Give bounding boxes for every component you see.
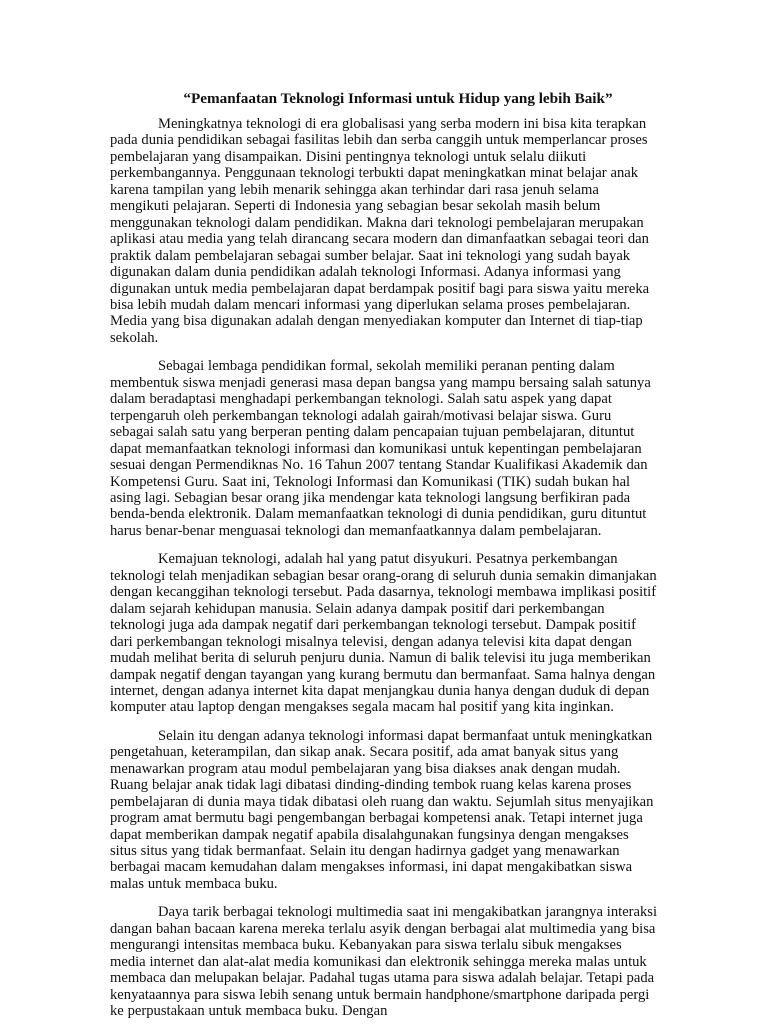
paragraph-5: Daya tarik berbagai teknologi multimedia saat ini mengakibatkan jarangnya interaksi dangan bahan bacaan karena mereka terlalu asyik dengan berbagai alat multimedia yang bisa mengurangi intensitas membaca buku. Kebanyakan para siswa terlalu sibuk mengakses media internet dan alat-alat media komunikasi dan elektronik sehingga mereka malas untuk membaca dan melupakan belajar. Padahal tugas utama para siswa adalah belajar. Tetapi pada kenyataannya para siswa lebih senang untuk bermain handphone/smartphone daripada pergi ke perpustakaan untuk membaca buku. Dengan <box>110 904 658 1020</box>
paragraph-4: Selain itu dengan adanya teknologi informasi dapat bermanfaat untuk meningkatkan pengetahuan, keterampilan, dan sikap anak. Secara positif, ada amat banyak situs yang menawarkan program atau modul pembelajaran yang bisa diakses anak dengan mudah. Ruang belajar anak tidak lagi dibatasi dinding-dinding tembok ruang kelas karena proses pembelajaran di dunia maya tidak dibatasi oleh ruang dan waktu. Sejumlah situs menyajikan program amat bermutu bagi pengembangan berbagai kompetensi anak. Tetapi internet juga dapat memberikan dampak negatif apabila disalahgunakan fungsinya dengan mengakses situs situs yang tidak bermanfaat. Selain itu dengan hadirnya gadget yang menawarkan berbagai macam kemudahan dalam mengakses informasi, ini dapat mengakibatkan siswa malas untuk membaca buku. <box>110 727 654 892</box>
paragraph-2: Sebagai lembaga pendidikan formal, sekolah memiliki peranan penting dalam membentuk siswa menjadi generasi masa depan bangsa yang mampu bersaing salah satunya dalam beradaptasi menghadapi perkembangan teknologi. Salah satu aspek yang dapat terpengaruh oleh perkembangan teknologi adalah gairah/motivasi belajar siswa. Guru sebagai salah satu yang berperan penting dalam pencapaian tujuan pembelajaran, dituntut dapat memanfaatkan teknologi informasi dan komunikasi untuk kepentingan pembelajaran sesuai dengan Permendiknas No. 16 Tahun 2007 tentang Standar Kualifikasi Akademik dan Kompetensi Guru. Saat ini, Teknologi Informasi dan Komunikasi (TIK) sudah bukan hal asing lagi. Sebagian besar orang jika mendengar kata teknologi langsung berfikiran pada benda-benda elektronik. Dalam memanfaatkan teknologi di dunia pendidikan, guru dituntut harus benar-benar menguasai teknologi dan memanfaatkannya dalam pembelajaran. <box>110 358 651 539</box>
paragraph-1: Meningkatnya teknologi di era globalisasi yang serba modern ini bisa kita terapkan pada dunia pendidikan sebagai fasilitas lebih dan serba canggih untuk memperlancar proses pembelajaran yang disampaikan. Disini pentingnya teknologi untuk selalu diikuti perkembangannya. Penggunaan teknologi terbukti dapat meningkatkan minat belajar anak karena tampilan yang lebih menarik sehingga akan terhindar dari rasa jenuh selama mengikuti pelajaran. Seperti di Indonesia yang sebagian besar sekolah masih belum menggunakan teknologi dalam pendidikan. Makna dari teknologi pembelajaran merupakan aplikasi atau media yang telah dirancang secara modern dan dimanfaatkan sebagai teori dan praktik dalam pembelajaran sebagai sumber belajar. Saat ini teknologi yang sudah bayak digunakan dalam dunia pendidikan adalah teknologi Informasi. Adanya informasi yang digunakan untuk media pembelajaran dapat berdampak positif bagi para siswa yaitu mereka bisa lebih mudah dalam mencari informasi yang diperlukan selama proses pembelajaran. Media yang bisa digunakan adalah dengan menyediakan komputer dan Internet di tiap-tiap sekolah. <box>110 116 650 346</box>
paragraph-3: Kemajuan teknologi, adalah hal yang patut disyukuri. Pesatnya perkembangan teknologi telah menjadikan sebagian besar orang-orang di seluruh dunia semakin dimanjakan dengan kecanggihan teknologi tersebut. Pada dasarnya, teknologi membawa implikasi positif dalam sejarah kehidupan manusia. Selain adanya dampak positif dari perkembangan teknologi juga ada dampak negatif dari perkembangan teknologi tersebut. Dampak positif dari perkembangan teknologi misalnya televisi, dengan adanya televisi kita dapat dengan mudah melihat berita di seluruh penjuru dunia. Namun di balik televisi itu juga memberikan dampak negatif dengan tayangan yang kurang bermutu dan bermanfaat. Sama halnya dengan internet, dengan adanya internet kita dapat menjangkau dunia hanya dengan duduk di depan komputer atau laptop dengan mengakses segala macam hal positif yang kita inginkan. <box>110 551 657 716</box>
document-title: “Pemanfaatan Teknologi Informasi untuk Hidup yang lebih Baik” <box>183 90 613 107</box>
